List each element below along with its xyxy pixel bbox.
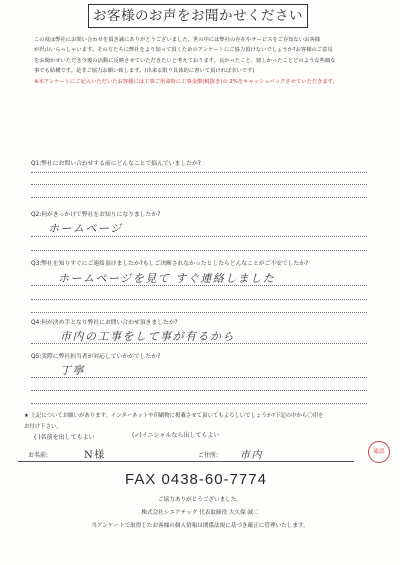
answer-line [31, 312, 367, 313]
option-initials[interactable]: (✓)イニシャルなら出してもよい [132, 432, 220, 439]
fax-number: FAX 0438-60-7774 [125, 471, 267, 488]
name-value: N様 [84, 450, 106, 461]
answer-line [31, 236, 367, 237]
answer-line [31, 197, 367, 198]
answer-line [31, 377, 367, 378]
question-4-answer: 市内の工事をして事が有るから [60, 330, 235, 343]
stamp-text: 確認 [373, 448, 385, 455]
intro-line: をお聞かせいただき今後の活動に反映させていただきたいと考えております。良かったこと、嬉しかったことどのような些細な [34, 57, 336, 64]
name-address-row [18, 446, 354, 462]
privacy-note: 当アンケートで取得したお客様の個人情報は関係法規に基づき厳正に管理いたします。 [91, 523, 309, 529]
answer-line [31, 403, 367, 404]
intro-line: 事でも結構です。是非ご協力お願い致します。(出来る限り具体的に書いて頂ければ幸いです) [34, 68, 255, 75]
question-2-answer: ホームページ [48, 222, 123, 235]
cashback-note: ※本アンケートにご記入いただいたお客様には工事ご用命時に工事金額(税抜き)の 2%をキャッシュバックさせていただきます。 [34, 78, 338, 85]
answer-line [31, 390, 367, 391]
consent-text: ★ 上記についてお願いがあります。インターネットや印刷物に掲載させて頂いてもよろしいでしょうか?下記の中から〇印を [24, 413, 324, 419]
answer-line [31, 285, 367, 286]
name-label: お名前: [28, 452, 49, 459]
question-5-label: Q5:実際に弊社担当者が対応していかがでしたか? [31, 354, 161, 360]
thanks-text: ご協力ありがとうございました。 [158, 497, 242, 503]
answer-line [31, 250, 367, 251]
address-label: ご住所: [198, 452, 219, 459]
answer-line [31, 172, 367, 173]
intro-line: この度は弊社にお問い合わせを頂き誠にありがとうございました。世の中には弊社の存在やサービスをご存知ないお客様 [34, 37, 321, 43]
answer-line [31, 343, 367, 344]
question-1-label: Q1:弊社にお問い合わせする前にどんなことで悩んでいましたか? [31, 161, 201, 167]
company-name: 株式会社シエアテック 代表取締役 大久保 誠二 [141, 510, 259, 516]
question-4-label: Q4:何が決め手となり弊社にお問い合わせ頂きましたか? [31, 320, 178, 326]
question-3-answer: ホームページを見て すぐ連絡しました [58, 272, 276, 285]
answer-line [31, 299, 367, 300]
intro-text [34, 35, 374, 87]
question-2-label: Q2:何がきっかけで弊社をお知りになりましたか? [31, 212, 161, 218]
question-5-answer: 丁寧 [60, 364, 85, 377]
answer-line [31, 184, 367, 185]
consent-text-2: お付け下さい。 [24, 424, 62, 430]
question-3-label: Q3:弊社を知りすぐにご連絡頂けましたか?もしご決断されなかったとしたらどんなことがご不安でしたか? [31, 261, 309, 267]
confirmation-stamp [368, 441, 390, 463]
address-value: 市内 [240, 450, 263, 461]
page-title: お客様のお声をお聞かせください [88, 4, 308, 28]
option-full-name[interactable]: ( )名前を出してもよい [34, 434, 95, 441]
intro-line: が沢山いらっしゃいます。その方たちに弊社をより知って頂くためのアンケートにご協力頂けないでしょうか?お客様のご意見 [34, 47, 333, 54]
